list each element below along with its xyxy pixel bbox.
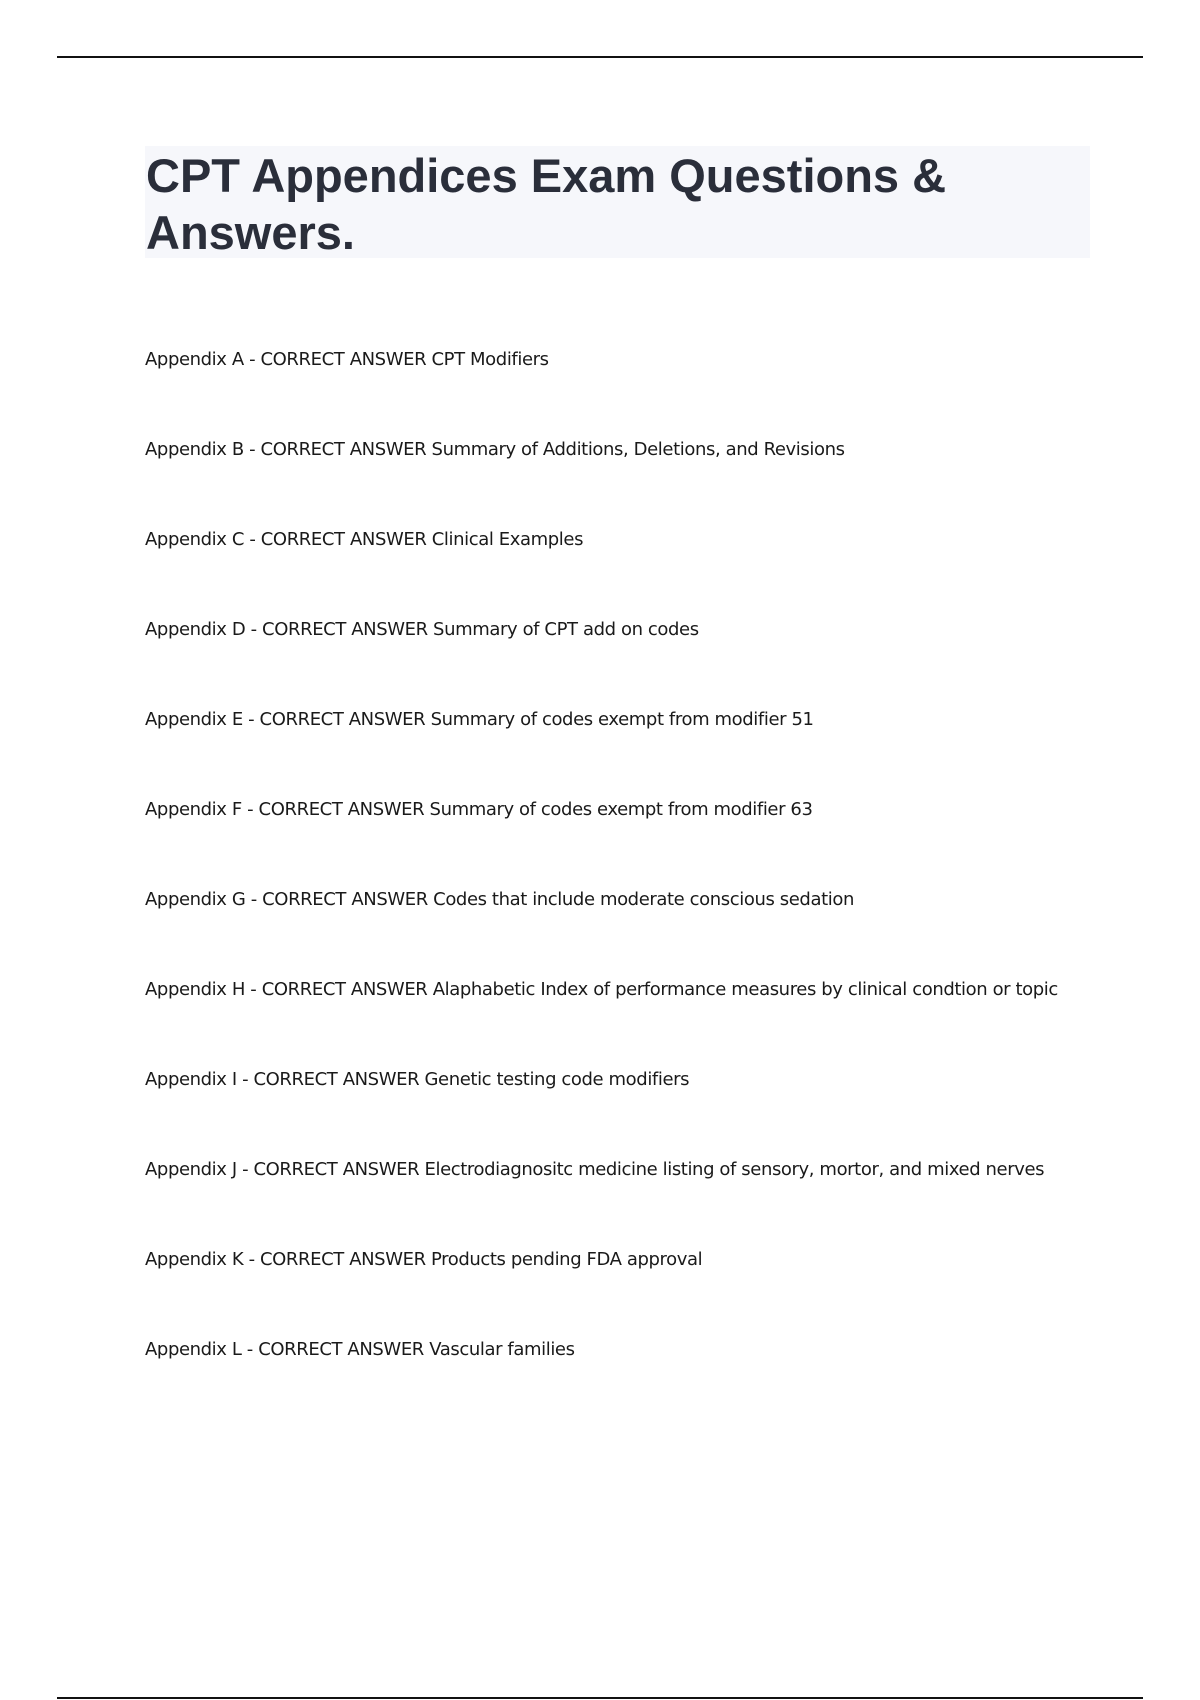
qa-item-appendix-i: Appendix I - CORRECT ANSWER Genetic testing code modifiers — [145, 1069, 690, 1090]
qa-item-appendix-f: Appendix F - CORRECT ANSWER Summary of codes exempt from modifier 63 — [145, 799, 813, 820]
qa-item-appendix-g: Appendix G - CORRECT ANSWER Codes that include moderate conscious sedation — [145, 889, 854, 910]
bottom-rule — [57, 1697, 1143, 1699]
qa-item-appendix-e: Appendix E - CORRECT ANSWER Summary of codes exempt from modifier 51 — [145, 709, 814, 730]
qa-item-appendix-c: Appendix C - CORRECT ANSWER Clinical Examples — [145, 529, 584, 550]
qa-item-appendix-b: Appendix B - CORRECT ANSWER Summary of Additions, Deletions, and Revisions — [145, 439, 845, 460]
qa-item-appendix-k: Appendix K - CORRECT ANSWER Products pending FDA approval — [145, 1249, 703, 1270]
qa-item-appendix-l: Appendix L - CORRECT ANSWER Vascular families — [145, 1339, 575, 1360]
document-title: CPT Appendices Exam Questions & Answers. — [146, 149, 947, 259]
qa-item-appendix-j: Appendix J - CORRECT ANSWER Electrodiagnositc medicine listing of sensory, mortor, and mixed nerves — [145, 1159, 1045, 1180]
qa-item-appendix-h: Appendix H - CORRECT ANSWER Alaphabetic Index of performance measures by clinical condtion or topic — [145, 979, 1058, 1000]
qa-item-appendix-a: Appendix A - CORRECT ANSWER CPT Modifiers — [145, 349, 549, 370]
qa-list — [145, 345, 1085, 1425]
top-rule — [57, 56, 1143, 58]
qa-item-appendix-d: Appendix D - CORRECT ANSWER Summary of CPT add on codes — [145, 619, 699, 640]
